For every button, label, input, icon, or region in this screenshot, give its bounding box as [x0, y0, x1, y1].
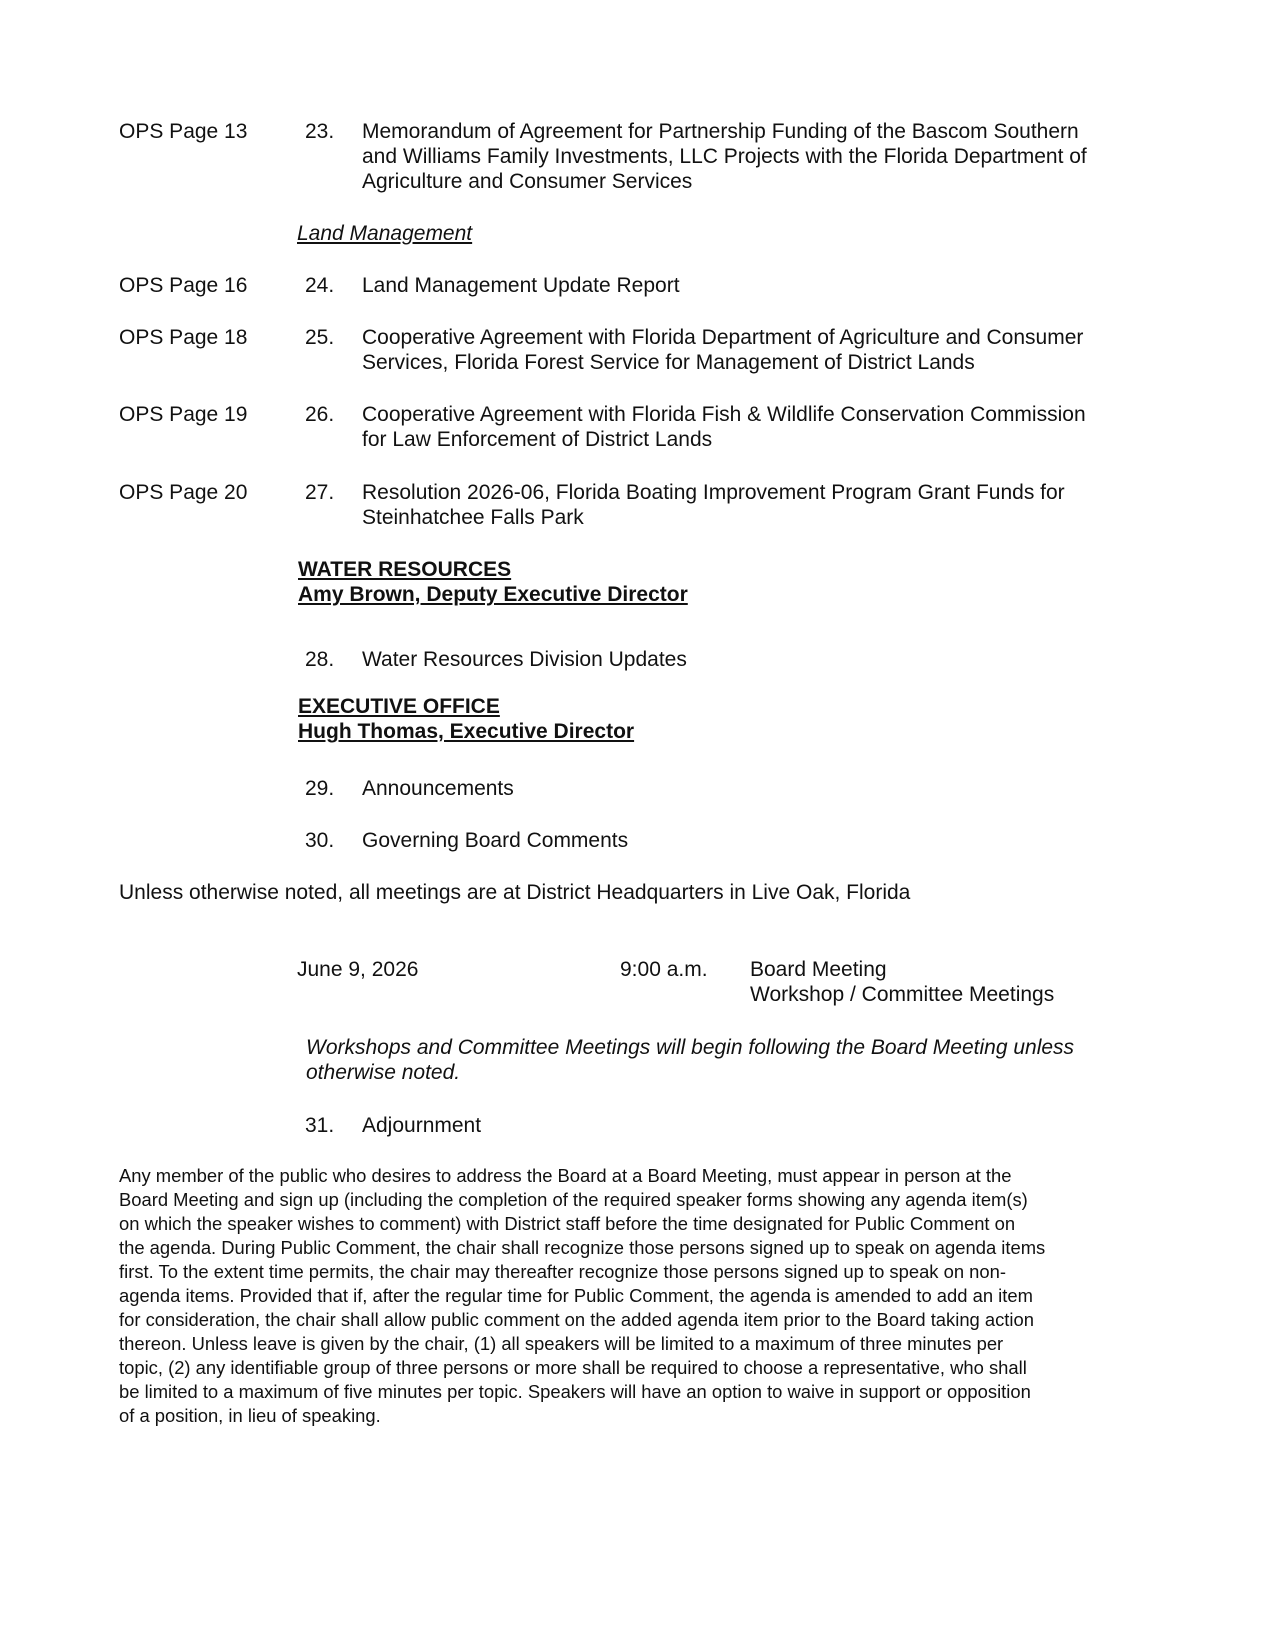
- executive-office-title: EXECUTIVE OFFICE: [298, 695, 500, 718]
- item-30-description: [362, 828, 1162, 853]
- item-29-line: Announcements: [362, 777, 514, 800]
- item-28-description: [362, 647, 1162, 672]
- notice-line: the agenda. During Public Comment, the chair shall recognize those persons signed up to speak on agenda items: [119, 1237, 1046, 1258]
- notice-line: agenda items. Provided that if, after the regular time for Public Comment, the agenda is amended to add an item: [119, 1285, 1033, 1306]
- item-26-description: [362, 402, 1162, 452]
- item-23-number: 23.: [305, 120, 335, 143]
- item-26-line: for Law Enforcement of District Lands: [362, 428, 713, 451]
- land-management-subheading: Land Management: [297, 222, 473, 245]
- notice-line: topic, (2) any identifiable group of three persons or more shall be required to choose a representative, who shall: [119, 1357, 1027, 1378]
- executive-office-director: Hugh Thomas, Executive Director: [298, 720, 635, 743]
- item-29-number: 29.: [305, 777, 335, 800]
- item-27-line: Steinhatchee Falls Park: [362, 506, 584, 529]
- workshop-note-line: Workshops and Committee Meetings will begin following the Board Meeting unless: [306, 1036, 1075, 1059]
- item-25-page-ref: OPS Page 18: [119, 326, 248, 349]
- item-27-page-ref: OPS Page 20: [119, 481, 248, 504]
- notice-line: be limited to a maximum of five minutes per topic. Speakers will have an option to waive in support or opposition: [119, 1381, 1031, 1402]
- item-24-line: Land Management Update Report: [362, 274, 680, 297]
- item-31-line: Adjournment: [362, 1114, 482, 1137]
- notice-line: for consideration, the chair shall allow public comment on the added agenda item prior to the Board taking action: [119, 1309, 1034, 1330]
- notice-line: thereon. Unless leave is given by the chair, (1) all speakers will be limited to a maximum of three minutes per: [119, 1333, 1004, 1354]
- executive-office-heading: [298, 694, 634, 744]
- item-23-description: [362, 119, 1162, 194]
- notice-line: of a position, in lieu of speaking.: [119, 1405, 381, 1426]
- item-28-line: Water Resources Division Updates: [362, 648, 687, 671]
- item-23-line: and Williams Family Investments, LLC Projects with the Florida Department of: [362, 145, 1087, 168]
- item-24-description: [362, 273, 1162, 298]
- item-23-line: Agriculture and Consumer Services: [362, 170, 693, 193]
- water-resources-director: Amy Brown, Deputy Executive Director: [298, 583, 688, 606]
- item-24-number: 24.: [305, 274, 335, 297]
- item-27-description: [362, 480, 1162, 530]
- schedule-events: [750, 957, 1054, 1007]
- workshop-note: [306, 1035, 1156, 1085]
- item-25-line: Cooperative Agreement with Florida Department of Agriculture and Consumer: [362, 326, 1084, 349]
- item-31-description: [362, 1113, 1162, 1138]
- item-31-number: 31.: [305, 1114, 335, 1137]
- schedule-time: 9:00 a.m.: [620, 958, 708, 981]
- schedule-event: Workshop / Committee Meetings: [750, 983, 1055, 1006]
- item-26-number: 26.: [305, 403, 335, 426]
- item-27-line: Resolution 2026-06, Florida Boating Improvement Program Grant Funds for: [362, 481, 1065, 504]
- item-24-page-ref: OPS Page 16: [119, 274, 248, 297]
- public-comment-notice: [119, 1164, 1179, 1428]
- schedule-date: June 9, 2026: [297, 958, 419, 981]
- item-25-line: Services, Florida Forest Service for Management of District Lands: [362, 351, 975, 374]
- item-26-line: Cooperative Agreement with Florida Fish & Wildlife Conservation Commission: [362, 403, 1086, 426]
- item-28-number: 28.: [305, 648, 335, 671]
- notice-line: first. To the extent time permits, the chair may thereafter recognize those persons signed up to speak on non-: [119, 1261, 1006, 1282]
- item-30-line: Governing Board Comments: [362, 829, 629, 852]
- item-25-description: [362, 325, 1162, 375]
- item-29-description: [362, 776, 1162, 801]
- water-resources-heading: [298, 557, 688, 607]
- notice-line: Board Meeting and sign up (including the completion of the required speaker forms showing any agenda item(s): [119, 1189, 1028, 1210]
- item-27-number: 27.: [305, 481, 335, 504]
- item-23-line: Memorandum of Agreement for Partnership Funding of the Bascom Southern: [362, 120, 1079, 143]
- workshop-note-line: otherwise noted.: [306, 1061, 461, 1084]
- notice-line: Any member of the public who desires to address the Board at a Board Meeting, must appear in person at the: [119, 1165, 1012, 1186]
- item-23-page-ref: OPS Page 13: [119, 120, 248, 143]
- item-25-number: 25.: [305, 326, 335, 349]
- item-26-page-ref: OPS Page 19: [119, 403, 248, 426]
- location-note: Unless otherwise noted, all meetings are at District Headquarters in Live Oak, Florida: [119, 881, 911, 904]
- item-30-number: 30.: [305, 829, 335, 852]
- notice-line: on which the speaker wishes to comment) with District staff before the time designated for Public Comment on: [119, 1213, 1016, 1234]
- water-resources-title: WATER RESOURCES: [298, 558, 512, 581]
- schedule-event: Board Meeting: [750, 958, 887, 981]
